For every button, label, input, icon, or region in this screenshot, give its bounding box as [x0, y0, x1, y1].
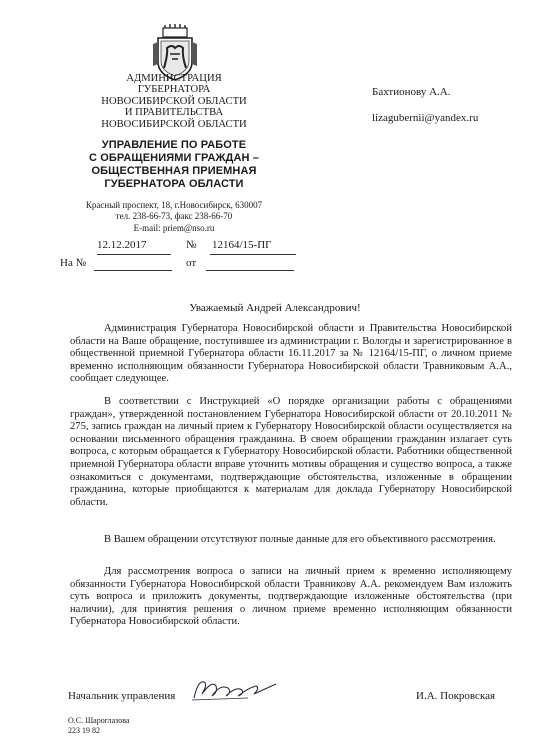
- org-line: НОВОСИБИРСКОЙ ОБЛАСТИ: [101, 118, 247, 130]
- dept-line: ГУБЕРНАТОРА ОБЛАСТИ: [104, 178, 244, 190]
- org-line: АДМИНИСТРАЦИЯ: [126, 73, 222, 84]
- reply-to-number-line: [94, 258, 172, 271]
- org-line: И ПРАВИТЕЛЬСТВА: [124, 107, 224, 119]
- dept-line: ОБЩЕСТВЕННАЯ ПРИЕМНАЯ: [91, 165, 257, 177]
- reply-to-date-line: [206, 258, 294, 271]
- number-sign: №: [186, 239, 197, 251]
- phones: тел. 238-66-73, факс 238-66-70: [115, 211, 233, 222]
- outgoing-number: 12164/15-ПГ: [210, 242, 296, 255]
- organization-name: [60, 73, 288, 130]
- department-name: [60, 139, 288, 191]
- body-paragraph: Администрация Губернатора Новосибирской области и Правительства Новосибирской области на Ваше обращение, поступившее из администрации г. Вологды и зарегистрированное в общественной приемной Губернатора области 16.11.2017 за № 12164/15-ПГ, о личном приеме временно исполняющим обязанности Губернатора Новосибирской области Травниковым А.А., сообщает следующее.: [70, 323, 512, 385]
- body-paragraph: В соответствии с Инструкцией «О порядке организации работы с обращениями граждан», утвержденной постановлением Губернатора Новосибирской области от 20.10.2011 № 275, запись граждан на личный прием к Губернатору Новосибирской области осуществляется на основании письменного обращения гражданина. В своем обращении гражданин излагает суть вопроса, с которым обращается к Губернатору Новосибирской области. Работники общественной приемной Губернатора области вправе уточнить мотивы обращения и существо вопроса, а также ознакомиться с документами, подтверждающие обстоятельства, изложенные в обращении гражданина, которые приобщаются к материалам для доклада Губернатору Новосибирской области.: [70, 396, 512, 508]
- executor-name: О.С. Шароглазова: [68, 716, 130, 725]
- body-paragraph: Для рассмотрения вопроса о записи на личный прием к временно исполняющему обязанности Губернатора Новосибирской области Травникову А.А. рекомендуем Вам изложить суть вопроса и приложить документы, подтверждающие изложенные обстоятельства (при наличии), для принятия решения о личном приеме временно исполняющим обязанности Губернатора Новосибирской области.: [70, 566, 512, 628]
- org-line: ГУБЕРНАТОРА: [137, 84, 211, 96]
- dept-line: УПРАВЛЕНИЕ ПО РАБОТЕ: [101, 139, 247, 151]
- executor-phone: 223 19 82: [68, 726, 100, 735]
- org-line: НОВОСИБИРСКОЙ ОБЛАСТИ: [101, 95, 247, 107]
- body-paragraph: В Вашем обращении отсутствуют полные данные для его объективного рассмотрения.: [104, 534, 496, 545]
- recipient-name: Бахтионову А.А.: [372, 86, 451, 98]
- email: E-mail: priem@nso.ru: [133, 222, 215, 233]
- dept-line: С ОБРАЩЕНИЯМИ ГРАЖДАН –: [89, 152, 259, 164]
- contact-info: [60, 200, 288, 234]
- outgoing-date: 12.12.2017: [97, 242, 171, 255]
- signer-position: Начальник управления: [68, 690, 176, 702]
- reply-to-label: На №: [60, 257, 87, 269]
- recipient-email: lizagubernii@yandex.ru: [372, 112, 479, 124]
- executor-info: [68, 716, 130, 736]
- from-label: от: [186, 257, 197, 269]
- handwritten-signature: [188, 674, 280, 704]
- greeting: Уважаемый Андрей Александрович!: [189, 302, 361, 314]
- address: Красный проспект, 18, г.Новосибирск, 630007: [85, 200, 263, 210]
- signer-name: И.А. Покровская: [416, 690, 496, 702]
